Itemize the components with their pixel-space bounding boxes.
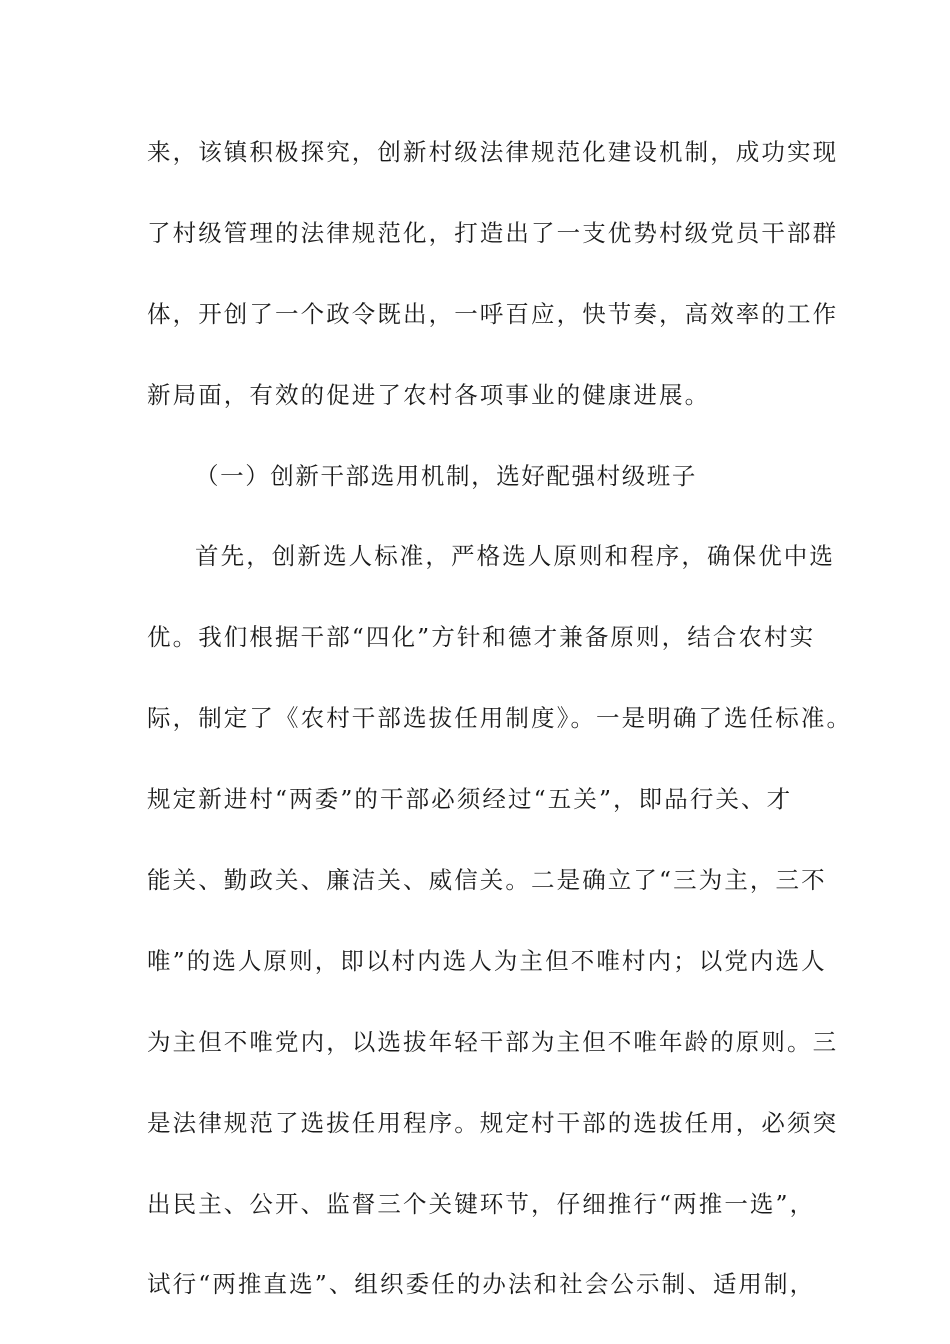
paragraph-line: 出民主、公开、监督三个关键环节，仔细推行“两推一选”， — [147, 1189, 816, 1218]
paragraph-line: 优。我们根据干部“四化”方针和德才兼备原则，结合农村实 — [147, 623, 816, 652]
paragraph-line: 体，开创了一个政令既出，一呼百应，快节奏，高效率的工作 — [147, 299, 839, 328]
paragraph-line: 能关、勤政关、廉洁关、威信关。二是确立了“三为主，三不 — [147, 866, 827, 895]
paragraph-line: 唯”的选人原则，即以村内选人为主但不唯村内；以党内选人 — [147, 946, 827, 975]
paragraph-line: 了村级管理的法律规范化，打造出了一支优势村级党员干部群 — [147, 218, 839, 247]
paragraph-line: 首先，创新选人标准，严格选人原则和程序，确保优中选 — [195, 542, 835, 571]
paragraph-line: 规定新进村“两委”的干部必须经过“五关”，即品行关、才 — [147, 785, 793, 814]
paragraph-line: 为主但不唯党内，以选拔年轻干部为主但不唯年龄的原则。三 — [147, 1027, 839, 1056]
paragraph-line: 试行“两推直选”、组织委任的办法和社会公示制、适用制， — [147, 1270, 816, 1299]
paragraph-line: 是法律规范了选拔任用程序。规定村干部的选拔任用，必须突 — [147, 1108, 839, 1137]
paragraph-line: 新局面，有效的促进了农村各项事业的健康进展。 — [147, 380, 711, 409]
section-heading: （一）创新干部选用机制，选好配强村级班子 — [195, 461, 697, 490]
paragraph-line: 际，制定了《农村干部选拔任用制度》。一是明确了选任标准。 — [147, 704, 853, 733]
paragraph-line: 来，该镇积极探究，创新村级法律规范化建设机制，成功实现 — [147, 138, 839, 166]
document-body — [147, 130, 853, 1343]
